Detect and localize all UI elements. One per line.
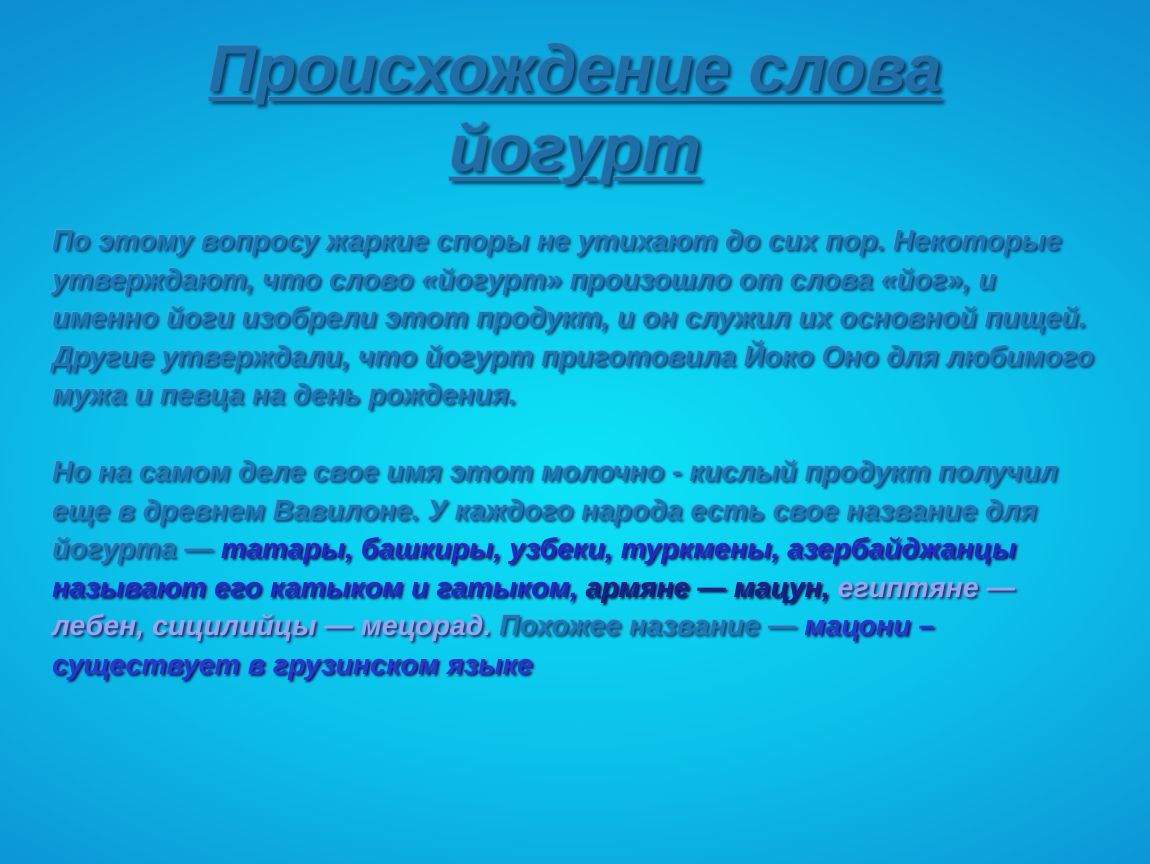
paragraph-2-egyptians-sicilians: египтяне — лебен, сицилийцы — мецорад. (52, 571, 1016, 643)
paragraph-2 (52, 453, 1102, 685)
paragraph-1: По этому вопросу жаркие споры не утихают до сих пор. Некоторые утверждают, что слово «йогурт» произошло от слова «йог», и именно йоги изобрели этот продукт, и он служил их основной пищей. Другие утверждали, что йогурт приготовила Йоко Оно для любимого мужа и певца на день рождения. (52, 225, 1094, 412)
paragraph-2-georgian: мацони – существует в грузинском языке (52, 610, 935, 681)
paragraph-gap (52, 415, 1102, 453)
slide-title (0, 28, 1150, 188)
paragraph-2-similar: Похожее название — (499, 610, 805, 643)
paragraph-2-armenians: армяне — мацун, (585, 571, 838, 604)
slide-body (52, 222, 1102, 685)
paragraph-2-peoples: татары, башкиры, узбеки, туркмены, азербайджанцы называют его катыком и гатыком, (52, 533, 1017, 604)
title-line-1: Происхождение слова (208, 31, 942, 105)
title-line-2: йогурт (449, 111, 701, 185)
paragraph-2-intro: Но на самом деле свое имя этот молочно - кислый продукт получил еще в древнем Вавилоне. У каждого народа есть свое название для йогурта — (52, 455, 1058, 566)
